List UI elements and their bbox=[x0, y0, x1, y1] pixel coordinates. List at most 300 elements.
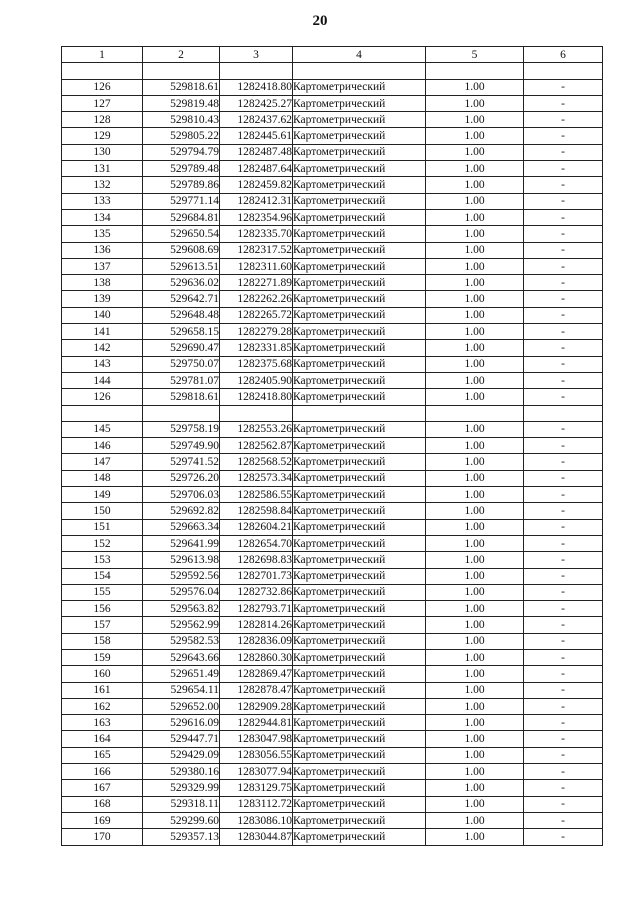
x-coordinate: 529642.71 bbox=[143, 291, 220, 307]
point-number: 140 bbox=[62, 307, 143, 323]
y-coordinate: 1282487.64 bbox=[220, 161, 293, 177]
error-cell: 1.00 bbox=[426, 829, 524, 845]
x-coordinate: 529781.07 bbox=[143, 372, 220, 388]
y-coordinate: 1283056.55 bbox=[220, 747, 293, 763]
table-row bbox=[62, 764, 603, 780]
y-coordinate: 1282354.96 bbox=[220, 209, 293, 225]
table-row bbox=[62, 454, 603, 470]
table-row bbox=[62, 193, 603, 209]
point-number: 137 bbox=[62, 258, 143, 274]
table-row bbox=[62, 649, 603, 665]
x-coordinate: 529692.82 bbox=[143, 503, 220, 519]
note-cell: - bbox=[524, 731, 603, 747]
column-header-5: 5 bbox=[426, 47, 524, 63]
x-coordinate: 529663.34 bbox=[143, 519, 220, 535]
point-number: 162 bbox=[62, 698, 143, 714]
note-cell: - bbox=[524, 666, 603, 682]
error-cell: 1.00 bbox=[426, 584, 524, 600]
x-coordinate: 529447.71 bbox=[143, 731, 220, 747]
y-coordinate: 1282487.48 bbox=[220, 144, 293, 160]
error-cell: 1.00 bbox=[426, 421, 524, 437]
y-coordinate: 1282418.80 bbox=[220, 79, 293, 95]
method-cell: Картометрический bbox=[293, 242, 426, 258]
page-number: 20 bbox=[312, 13, 328, 29]
error-cell: 1.00 bbox=[426, 112, 524, 128]
empty-cell bbox=[62, 405, 143, 421]
table-row bbox=[62, 177, 603, 193]
method-cell: Картометрический bbox=[293, 177, 426, 193]
empty-cell bbox=[426, 63, 524, 79]
method-cell: Картометрический bbox=[293, 275, 426, 291]
x-coordinate: 529613.98 bbox=[143, 552, 220, 568]
error-cell: 1.00 bbox=[426, 470, 524, 486]
x-coordinate: 529650.54 bbox=[143, 226, 220, 242]
note-cell: - bbox=[524, 796, 603, 812]
y-coordinate: 1282425.27 bbox=[220, 95, 293, 111]
y-coordinate: 1282732.86 bbox=[220, 584, 293, 600]
point-number: 148 bbox=[62, 470, 143, 486]
note-cell: - bbox=[524, 829, 603, 845]
y-coordinate: 1282335.70 bbox=[220, 226, 293, 242]
method-cell: Картометрический bbox=[293, 487, 426, 503]
table-row bbox=[62, 340, 603, 356]
y-coordinate: 1283086.10 bbox=[220, 812, 293, 828]
method-cell: Картометрический bbox=[293, 161, 426, 177]
point-number: 129 bbox=[62, 128, 143, 144]
error-cell: 1.00 bbox=[426, 519, 524, 535]
method-cell: Картометрический bbox=[293, 682, 426, 698]
method-cell: Картометрический bbox=[293, 584, 426, 600]
empty-cell bbox=[220, 63, 293, 79]
column-header-1: 1 bbox=[62, 47, 143, 63]
note-cell: - bbox=[524, 682, 603, 698]
y-coordinate: 1282944.81 bbox=[220, 715, 293, 731]
note-cell: - bbox=[524, 144, 603, 160]
x-coordinate: 529818.61 bbox=[143, 389, 220, 405]
note-cell: - bbox=[524, 649, 603, 665]
x-coordinate: 529563.82 bbox=[143, 601, 220, 617]
table-row bbox=[62, 307, 603, 323]
error-cell: 1.00 bbox=[426, 552, 524, 568]
x-coordinate: 529818.61 bbox=[143, 79, 220, 95]
table-body bbox=[62, 63, 603, 845]
error-cell: 1.00 bbox=[426, 666, 524, 682]
x-coordinate: 529648.48 bbox=[143, 307, 220, 323]
y-coordinate: 1282271.89 bbox=[220, 275, 293, 291]
point-number: 164 bbox=[62, 731, 143, 747]
x-coordinate: 529318.11 bbox=[143, 796, 220, 812]
y-coordinate: 1282836.09 bbox=[220, 633, 293, 649]
y-coordinate: 1282412.31 bbox=[220, 193, 293, 209]
table-row bbox=[62, 161, 603, 177]
x-coordinate: 529429.09 bbox=[143, 747, 220, 763]
method-cell: Картометрический bbox=[293, 633, 426, 649]
x-coordinate: 529794.79 bbox=[143, 144, 220, 160]
table-row bbox=[62, 584, 603, 600]
table-row bbox=[62, 812, 603, 828]
point-number: 126 bbox=[62, 389, 143, 405]
point-number: 153 bbox=[62, 552, 143, 568]
x-coordinate: 529592.56 bbox=[143, 568, 220, 584]
error-cell: 1.00 bbox=[426, 79, 524, 95]
method-cell: Картометрический bbox=[293, 796, 426, 812]
note-cell: - bbox=[524, 161, 603, 177]
table-row bbox=[62, 698, 603, 714]
method-cell: Картометрический bbox=[293, 356, 426, 372]
method-cell: Картометрический bbox=[293, 258, 426, 274]
note-cell: - bbox=[524, 95, 603, 111]
coordinates-table bbox=[61, 46, 603, 846]
method-cell: Картометрический bbox=[293, 79, 426, 95]
empty-cell bbox=[524, 405, 603, 421]
method-cell: Картометрический bbox=[293, 503, 426, 519]
point-number: 169 bbox=[62, 812, 143, 828]
error-cell: 1.00 bbox=[426, 454, 524, 470]
y-coordinate: 1282573.34 bbox=[220, 470, 293, 486]
note-cell: - bbox=[524, 503, 603, 519]
point-number: 138 bbox=[62, 275, 143, 291]
error-cell: 1.00 bbox=[426, 731, 524, 747]
note-cell: - bbox=[524, 812, 603, 828]
y-coordinate: 1283077.94 bbox=[220, 764, 293, 780]
empty-cell bbox=[293, 63, 426, 79]
point-number: 147 bbox=[62, 454, 143, 470]
point-number: 150 bbox=[62, 503, 143, 519]
x-coordinate: 529643.66 bbox=[143, 649, 220, 665]
error-cell: 1.00 bbox=[426, 95, 524, 111]
method-cell: Картометрический bbox=[293, 731, 426, 747]
table-row bbox=[62, 209, 603, 225]
table-row bbox=[62, 258, 603, 274]
point-number: 158 bbox=[62, 633, 143, 649]
y-coordinate: 1282562.87 bbox=[220, 438, 293, 454]
x-coordinate: 529654.11 bbox=[143, 682, 220, 698]
method-cell: Картометрический bbox=[293, 307, 426, 323]
method-cell: Картометрический bbox=[293, 812, 426, 828]
table-row bbox=[62, 829, 603, 845]
note-cell: - bbox=[524, 584, 603, 600]
note-cell: - bbox=[524, 275, 603, 291]
error-cell: 1.00 bbox=[426, 389, 524, 405]
y-coordinate: 1282437.62 bbox=[220, 112, 293, 128]
point-number: 146 bbox=[62, 438, 143, 454]
x-coordinate: 529652.00 bbox=[143, 698, 220, 714]
point-number: 126 bbox=[62, 79, 143, 95]
table-row bbox=[62, 519, 603, 535]
point-number: 152 bbox=[62, 535, 143, 551]
table-row bbox=[62, 633, 603, 649]
table-row bbox=[62, 601, 603, 617]
table-row bbox=[62, 438, 603, 454]
error-cell: 1.00 bbox=[426, 193, 524, 209]
note-cell: - bbox=[524, 519, 603, 535]
error-cell: 1.00 bbox=[426, 161, 524, 177]
error-cell: 1.00 bbox=[426, 503, 524, 519]
table-row bbox=[62, 568, 603, 584]
point-number: 161 bbox=[62, 682, 143, 698]
x-coordinate: 529608.69 bbox=[143, 242, 220, 258]
note-cell: - bbox=[524, 780, 603, 796]
note-cell: - bbox=[524, 487, 603, 503]
y-coordinate: 1282586.55 bbox=[220, 487, 293, 503]
point-number: 139 bbox=[62, 291, 143, 307]
error-cell: 1.00 bbox=[426, 340, 524, 356]
y-coordinate: 1282311.60 bbox=[220, 258, 293, 274]
error-cell: 1.00 bbox=[426, 698, 524, 714]
error-cell: 1.00 bbox=[426, 128, 524, 144]
x-coordinate: 529741.52 bbox=[143, 454, 220, 470]
table-row bbox=[62, 324, 603, 340]
method-cell: Картометрический bbox=[293, 666, 426, 682]
method-cell: Картометрический bbox=[293, 438, 426, 454]
table-row bbox=[62, 291, 603, 307]
y-coordinate: 1282869.47 bbox=[220, 666, 293, 682]
error-cell: 1.00 bbox=[426, 209, 524, 225]
error-cell: 1.00 bbox=[426, 275, 524, 291]
separator-row bbox=[62, 63, 603, 79]
error-cell: 1.00 bbox=[426, 715, 524, 731]
x-coordinate: 529658.15 bbox=[143, 324, 220, 340]
point-number: 141 bbox=[62, 324, 143, 340]
x-coordinate: 529636.02 bbox=[143, 275, 220, 291]
note-cell: - bbox=[524, 633, 603, 649]
error-cell: 1.00 bbox=[426, 258, 524, 274]
y-coordinate: 1282331.85 bbox=[220, 340, 293, 356]
x-coordinate: 529810.43 bbox=[143, 112, 220, 128]
table-row bbox=[62, 535, 603, 551]
table-row bbox=[62, 356, 603, 372]
table-row bbox=[62, 552, 603, 568]
table-row bbox=[62, 470, 603, 486]
method-cell: Картометрический bbox=[293, 519, 426, 535]
point-number: 128 bbox=[62, 112, 143, 128]
column-header-4: 4 bbox=[293, 47, 426, 63]
empty-cell bbox=[143, 405, 220, 421]
x-coordinate: 529750.07 bbox=[143, 356, 220, 372]
x-coordinate: 529613.51 bbox=[143, 258, 220, 274]
table-row bbox=[62, 731, 603, 747]
point-number: 154 bbox=[62, 568, 143, 584]
table-row bbox=[62, 112, 603, 128]
point-number: 143 bbox=[62, 356, 143, 372]
y-coordinate: 1283112.72 bbox=[220, 796, 293, 812]
error-cell: 1.00 bbox=[426, 226, 524, 242]
empty-cell bbox=[426, 405, 524, 421]
error-cell: 1.00 bbox=[426, 633, 524, 649]
table-row bbox=[62, 275, 603, 291]
y-coordinate: 1282701.73 bbox=[220, 568, 293, 584]
y-coordinate: 1282698.83 bbox=[220, 552, 293, 568]
point-number: 142 bbox=[62, 340, 143, 356]
error-cell: 1.00 bbox=[426, 649, 524, 665]
x-coordinate: 529690.47 bbox=[143, 340, 220, 356]
point-number: 159 bbox=[62, 649, 143, 665]
x-coordinate: 529771.14 bbox=[143, 193, 220, 209]
note-cell: - bbox=[524, 258, 603, 274]
error-cell: 1.00 bbox=[426, 177, 524, 193]
point-number: 133 bbox=[62, 193, 143, 209]
error-cell: 1.00 bbox=[426, 764, 524, 780]
method-cell: Картометрический bbox=[293, 764, 426, 780]
table-row bbox=[62, 747, 603, 763]
table-row bbox=[62, 372, 603, 388]
point-number: 132 bbox=[62, 177, 143, 193]
y-coordinate: 1283044.87 bbox=[220, 829, 293, 845]
error-cell: 1.00 bbox=[426, 617, 524, 633]
point-number: 151 bbox=[62, 519, 143, 535]
note-cell: - bbox=[524, 307, 603, 323]
x-coordinate: 529805.22 bbox=[143, 128, 220, 144]
x-coordinate: 529380.16 bbox=[143, 764, 220, 780]
note-cell: - bbox=[524, 438, 603, 454]
table-row bbox=[62, 226, 603, 242]
method-cell: Картометрический bbox=[293, 601, 426, 617]
method-cell: Картометрический bbox=[293, 698, 426, 714]
point-number: 131 bbox=[62, 161, 143, 177]
note-cell: - bbox=[524, 470, 603, 486]
table-row bbox=[62, 780, 603, 796]
method-cell: Картометрический bbox=[293, 128, 426, 144]
table-row bbox=[62, 389, 603, 405]
error-cell: 1.00 bbox=[426, 535, 524, 551]
note-cell: - bbox=[524, 747, 603, 763]
empty-cell bbox=[220, 405, 293, 421]
method-cell: Картометрический bbox=[293, 389, 426, 405]
x-coordinate: 529329.99 bbox=[143, 780, 220, 796]
point-number: 149 bbox=[62, 487, 143, 503]
note-cell: - bbox=[524, 601, 603, 617]
y-coordinate: 1282568.52 bbox=[220, 454, 293, 470]
method-cell: Картометрический bbox=[293, 324, 426, 340]
table-header-row bbox=[62, 47, 603, 63]
table-row bbox=[62, 144, 603, 160]
method-cell: Картометрический bbox=[293, 226, 426, 242]
point-number: 167 bbox=[62, 780, 143, 796]
note-cell: - bbox=[524, 193, 603, 209]
x-coordinate: 529582.53 bbox=[143, 633, 220, 649]
column-header-2: 2 bbox=[143, 47, 220, 63]
point-number: 157 bbox=[62, 617, 143, 633]
column-header-3: 3 bbox=[220, 47, 293, 63]
x-coordinate: 529641.99 bbox=[143, 535, 220, 551]
y-coordinate: 1282317.52 bbox=[220, 242, 293, 258]
y-coordinate: 1282265.72 bbox=[220, 307, 293, 323]
error-cell: 1.00 bbox=[426, 812, 524, 828]
method-cell: Картометрический bbox=[293, 552, 426, 568]
x-coordinate: 529357.13 bbox=[143, 829, 220, 845]
y-coordinate: 1283129.75 bbox=[220, 780, 293, 796]
separator-row bbox=[62, 405, 603, 421]
error-cell: 1.00 bbox=[426, 780, 524, 796]
method-cell: Картометрический bbox=[293, 144, 426, 160]
method-cell: Картометрический bbox=[293, 454, 426, 470]
point-number: 168 bbox=[62, 796, 143, 812]
point-number: 135 bbox=[62, 226, 143, 242]
x-coordinate: 529576.04 bbox=[143, 584, 220, 600]
error-cell: 1.00 bbox=[426, 682, 524, 698]
note-cell: - bbox=[524, 291, 603, 307]
point-number: 145 bbox=[62, 421, 143, 437]
point-number: 130 bbox=[62, 144, 143, 160]
error-cell: 1.00 bbox=[426, 568, 524, 584]
note-cell: - bbox=[524, 535, 603, 551]
note-cell: - bbox=[524, 698, 603, 714]
table-row bbox=[62, 682, 603, 698]
empty-cell bbox=[293, 405, 426, 421]
y-coordinate: 1283047.98 bbox=[220, 731, 293, 747]
note-cell: - bbox=[524, 568, 603, 584]
x-coordinate: 529651.49 bbox=[143, 666, 220, 682]
x-coordinate: 529758.19 bbox=[143, 421, 220, 437]
point-number: 165 bbox=[62, 747, 143, 763]
note-cell: - bbox=[524, 552, 603, 568]
point-number: 136 bbox=[62, 242, 143, 258]
method-cell: Картометрический bbox=[293, 95, 426, 111]
method-cell: Картометрический bbox=[293, 535, 426, 551]
y-coordinate: 1282598.84 bbox=[220, 503, 293, 519]
note-cell: - bbox=[524, 79, 603, 95]
method-cell: Картометрический bbox=[293, 372, 426, 388]
error-cell: 1.00 bbox=[426, 747, 524, 763]
point-number: 156 bbox=[62, 601, 143, 617]
y-coordinate: 1282878.47 bbox=[220, 682, 293, 698]
y-coordinate: 1282553.26 bbox=[220, 421, 293, 437]
y-coordinate: 1282654.70 bbox=[220, 535, 293, 551]
point-number: 134 bbox=[62, 209, 143, 225]
note-cell: - bbox=[524, 372, 603, 388]
error-cell: 1.00 bbox=[426, 487, 524, 503]
table-row bbox=[62, 796, 603, 812]
error-cell: 1.00 bbox=[426, 291, 524, 307]
y-coordinate: 1282262.26 bbox=[220, 291, 293, 307]
error-cell: 1.00 bbox=[426, 242, 524, 258]
note-cell: - bbox=[524, 764, 603, 780]
error-cell: 1.00 bbox=[426, 356, 524, 372]
empty-cell bbox=[143, 63, 220, 79]
error-cell: 1.00 bbox=[426, 144, 524, 160]
point-number: 127 bbox=[62, 95, 143, 111]
x-coordinate: 529562.99 bbox=[143, 617, 220, 633]
error-cell: 1.00 bbox=[426, 372, 524, 388]
note-cell: - bbox=[524, 715, 603, 731]
note-cell: - bbox=[524, 242, 603, 258]
table-row bbox=[62, 79, 603, 95]
y-coordinate: 1282814.26 bbox=[220, 617, 293, 633]
y-coordinate: 1282279.28 bbox=[220, 324, 293, 340]
note-cell: - bbox=[524, 112, 603, 128]
y-coordinate: 1282860.30 bbox=[220, 649, 293, 665]
point-number: 155 bbox=[62, 584, 143, 600]
note-cell: - bbox=[524, 209, 603, 225]
method-cell: Картометрический bbox=[293, 193, 426, 209]
x-coordinate: 529616.09 bbox=[143, 715, 220, 731]
note-cell: - bbox=[524, 226, 603, 242]
note-cell: - bbox=[524, 454, 603, 470]
x-coordinate: 529299.60 bbox=[143, 812, 220, 828]
table-row bbox=[62, 128, 603, 144]
column-header-6: 6 bbox=[524, 47, 603, 63]
note-cell: - bbox=[524, 177, 603, 193]
point-number: 166 bbox=[62, 764, 143, 780]
method-cell: Картометрический bbox=[293, 470, 426, 486]
table-row bbox=[62, 487, 603, 503]
method-cell: Картометрический bbox=[293, 747, 426, 763]
method-cell: Картометрический bbox=[293, 209, 426, 225]
y-coordinate: 1282793.71 bbox=[220, 601, 293, 617]
table-row bbox=[62, 421, 603, 437]
empty-cell bbox=[524, 63, 603, 79]
method-cell: Картометрический bbox=[293, 568, 426, 584]
